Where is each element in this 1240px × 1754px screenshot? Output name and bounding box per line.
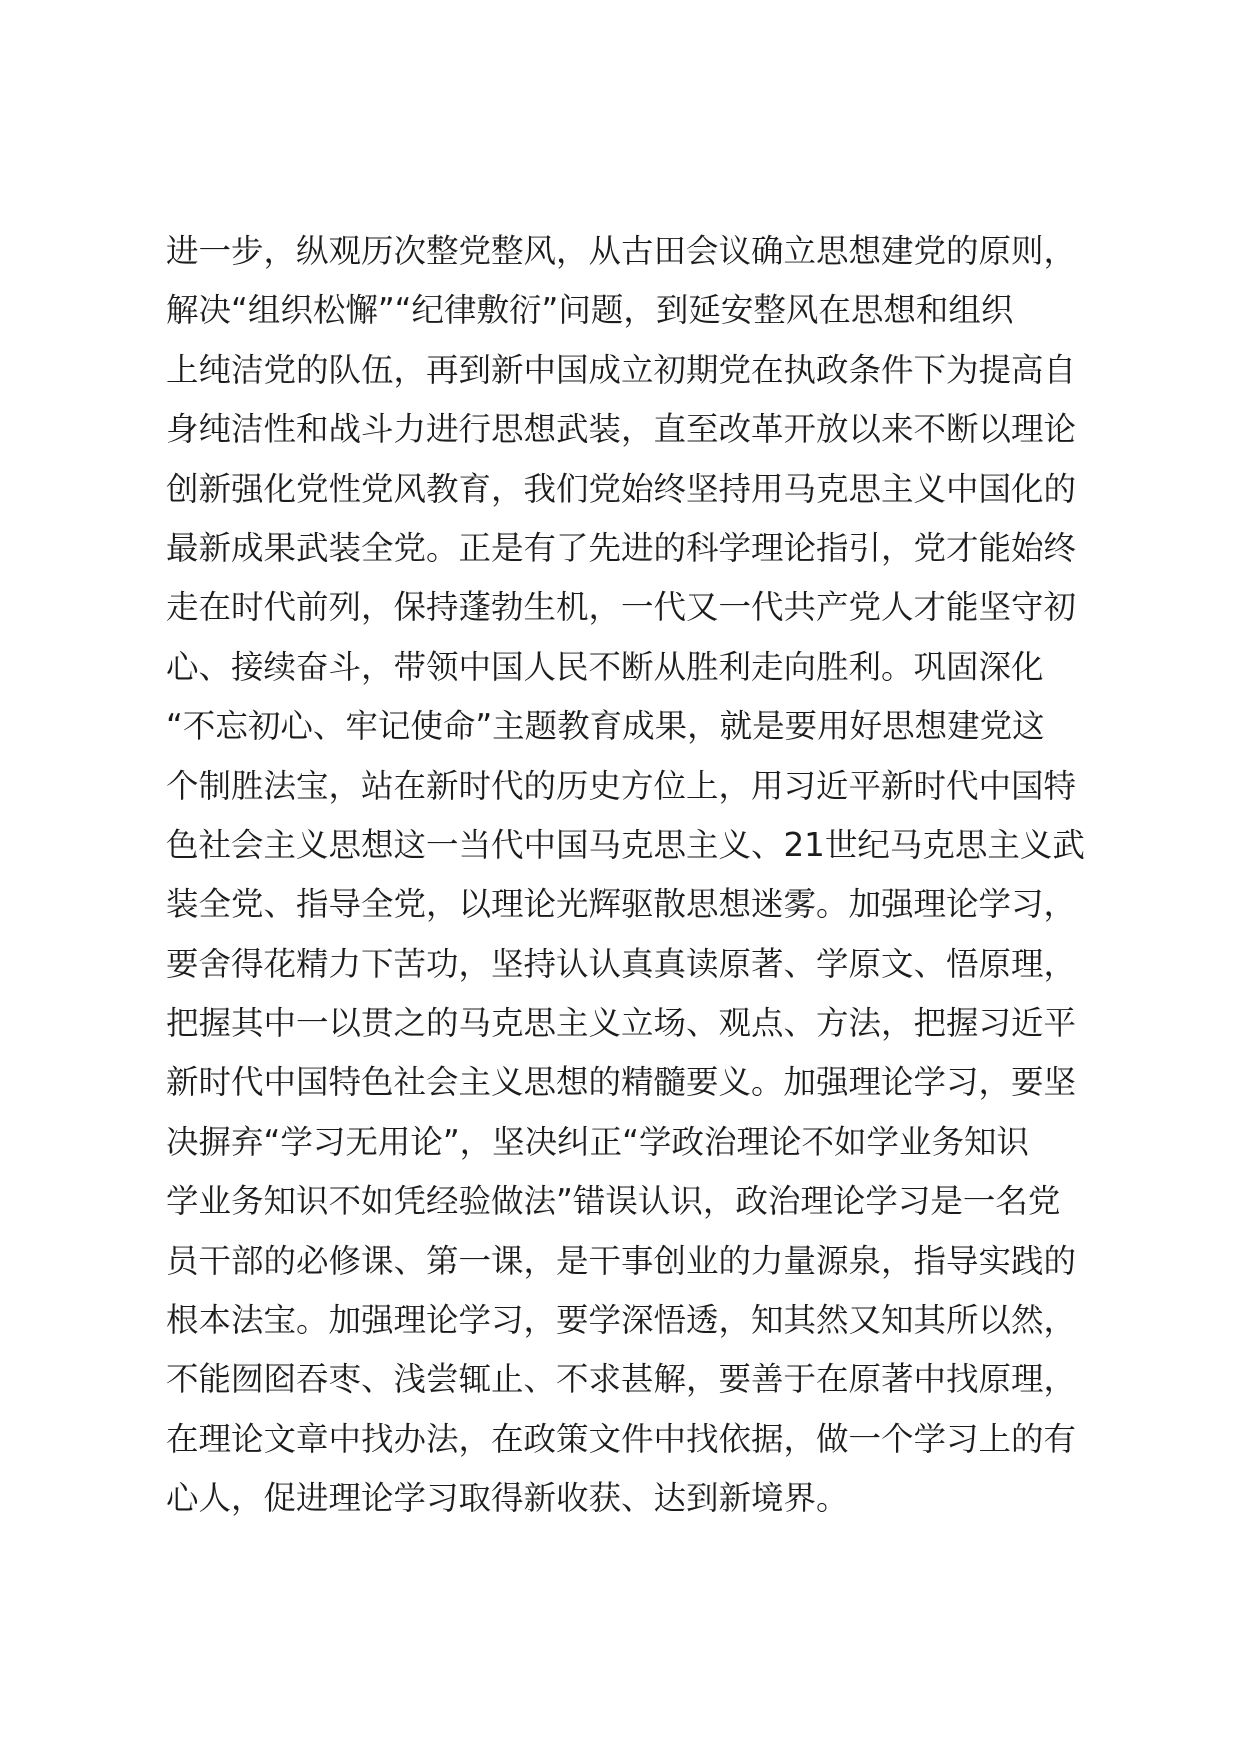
text-line: 解决“组织松懈”“纪律敷衍”问题，到延安整风在思想和组织	[166, 291, 1014, 330]
text-line: 在理论文章中找办法，在政策文件中找依据，做一个学习上的有	[166, 1419, 1077, 1458]
text-line: 进一步，纵观历次整党整风，从古田会议确立思想建党的原则，	[166, 232, 1077, 270]
text-line: 要舍得花精力下苦功，坚持认认真真读原著、学原文、悟原理，	[166, 944, 1077, 983]
text-line: 色社会主义思想这一当代中国马克思主义、21世纪马克思主义武	[166, 825, 1085, 864]
text-line: 不能囫囵吞枣、浅尝辄止、不求甚解，要善于在原著中找原理，	[166, 1360, 1077, 1399]
text-line: 身纯洁性和战斗力进行思想武装，直至改革开放以来不断以理论	[166, 410, 1077, 449]
text-line: 心人，促进理论学习取得新收获、达到新境界。	[166, 1479, 849, 1518]
text-line: 决摒弃“学习无用论”，坚决纠正“学政治理论不如学业务知识	[166, 1122, 1030, 1161]
text-line: 把握其中一以贯之的马克思主义立场、观点、方法，把握习近平	[166, 1004, 1077, 1043]
text-line: 员干部的必修课、第一课，是干事创业的力量源泉，指导实践的	[166, 1241, 1077, 1280]
text-line: 装全党、指导全党，以理论光辉驱散思想迷雾。加强理论学习，	[166, 885, 1077, 924]
text-line: 走在时代前列，保持蓬勃生机，一代又一代共产党人才能坚守初	[166, 588, 1077, 627]
text-line: 最新成果武装全党。正是有了先进的科学理论指引，党才能始终	[166, 528, 1077, 567]
text-line: 新时代中国特色社会主义思想的精髓要义。加强理论学习，要坚	[166, 1063, 1077, 1102]
text-line: 上纯洁党的队伍，再到新中国成立初期党在执政条件下为提高自	[166, 350, 1077, 389]
text-line: 个制胜法宝，站在新时代的历史方位上，用习近平新时代中国特	[166, 766, 1077, 805]
text-line: 心、接续奋斗，带领中国人民不断从胜利走向胜利。巩固深化	[166, 647, 1044, 686]
text-line: 根本法宝。加强理论学习，要学深悟透，知其然又知其所以然，	[166, 1301, 1077, 1340]
body-paragraph	[166, 222, 1126, 1529]
text-line: 学业务知识不如凭经验做法”错误认识，政治理论学习是一名党	[166, 1182, 1061, 1221]
text-line: “不忘初心、牢记使命”主题教育成果，就是要用好思想建党这	[166, 707, 1045, 746]
text-line: 创新强化党性党风教育，我们党始终坚持用马克思主义中国化的	[166, 469, 1077, 508]
